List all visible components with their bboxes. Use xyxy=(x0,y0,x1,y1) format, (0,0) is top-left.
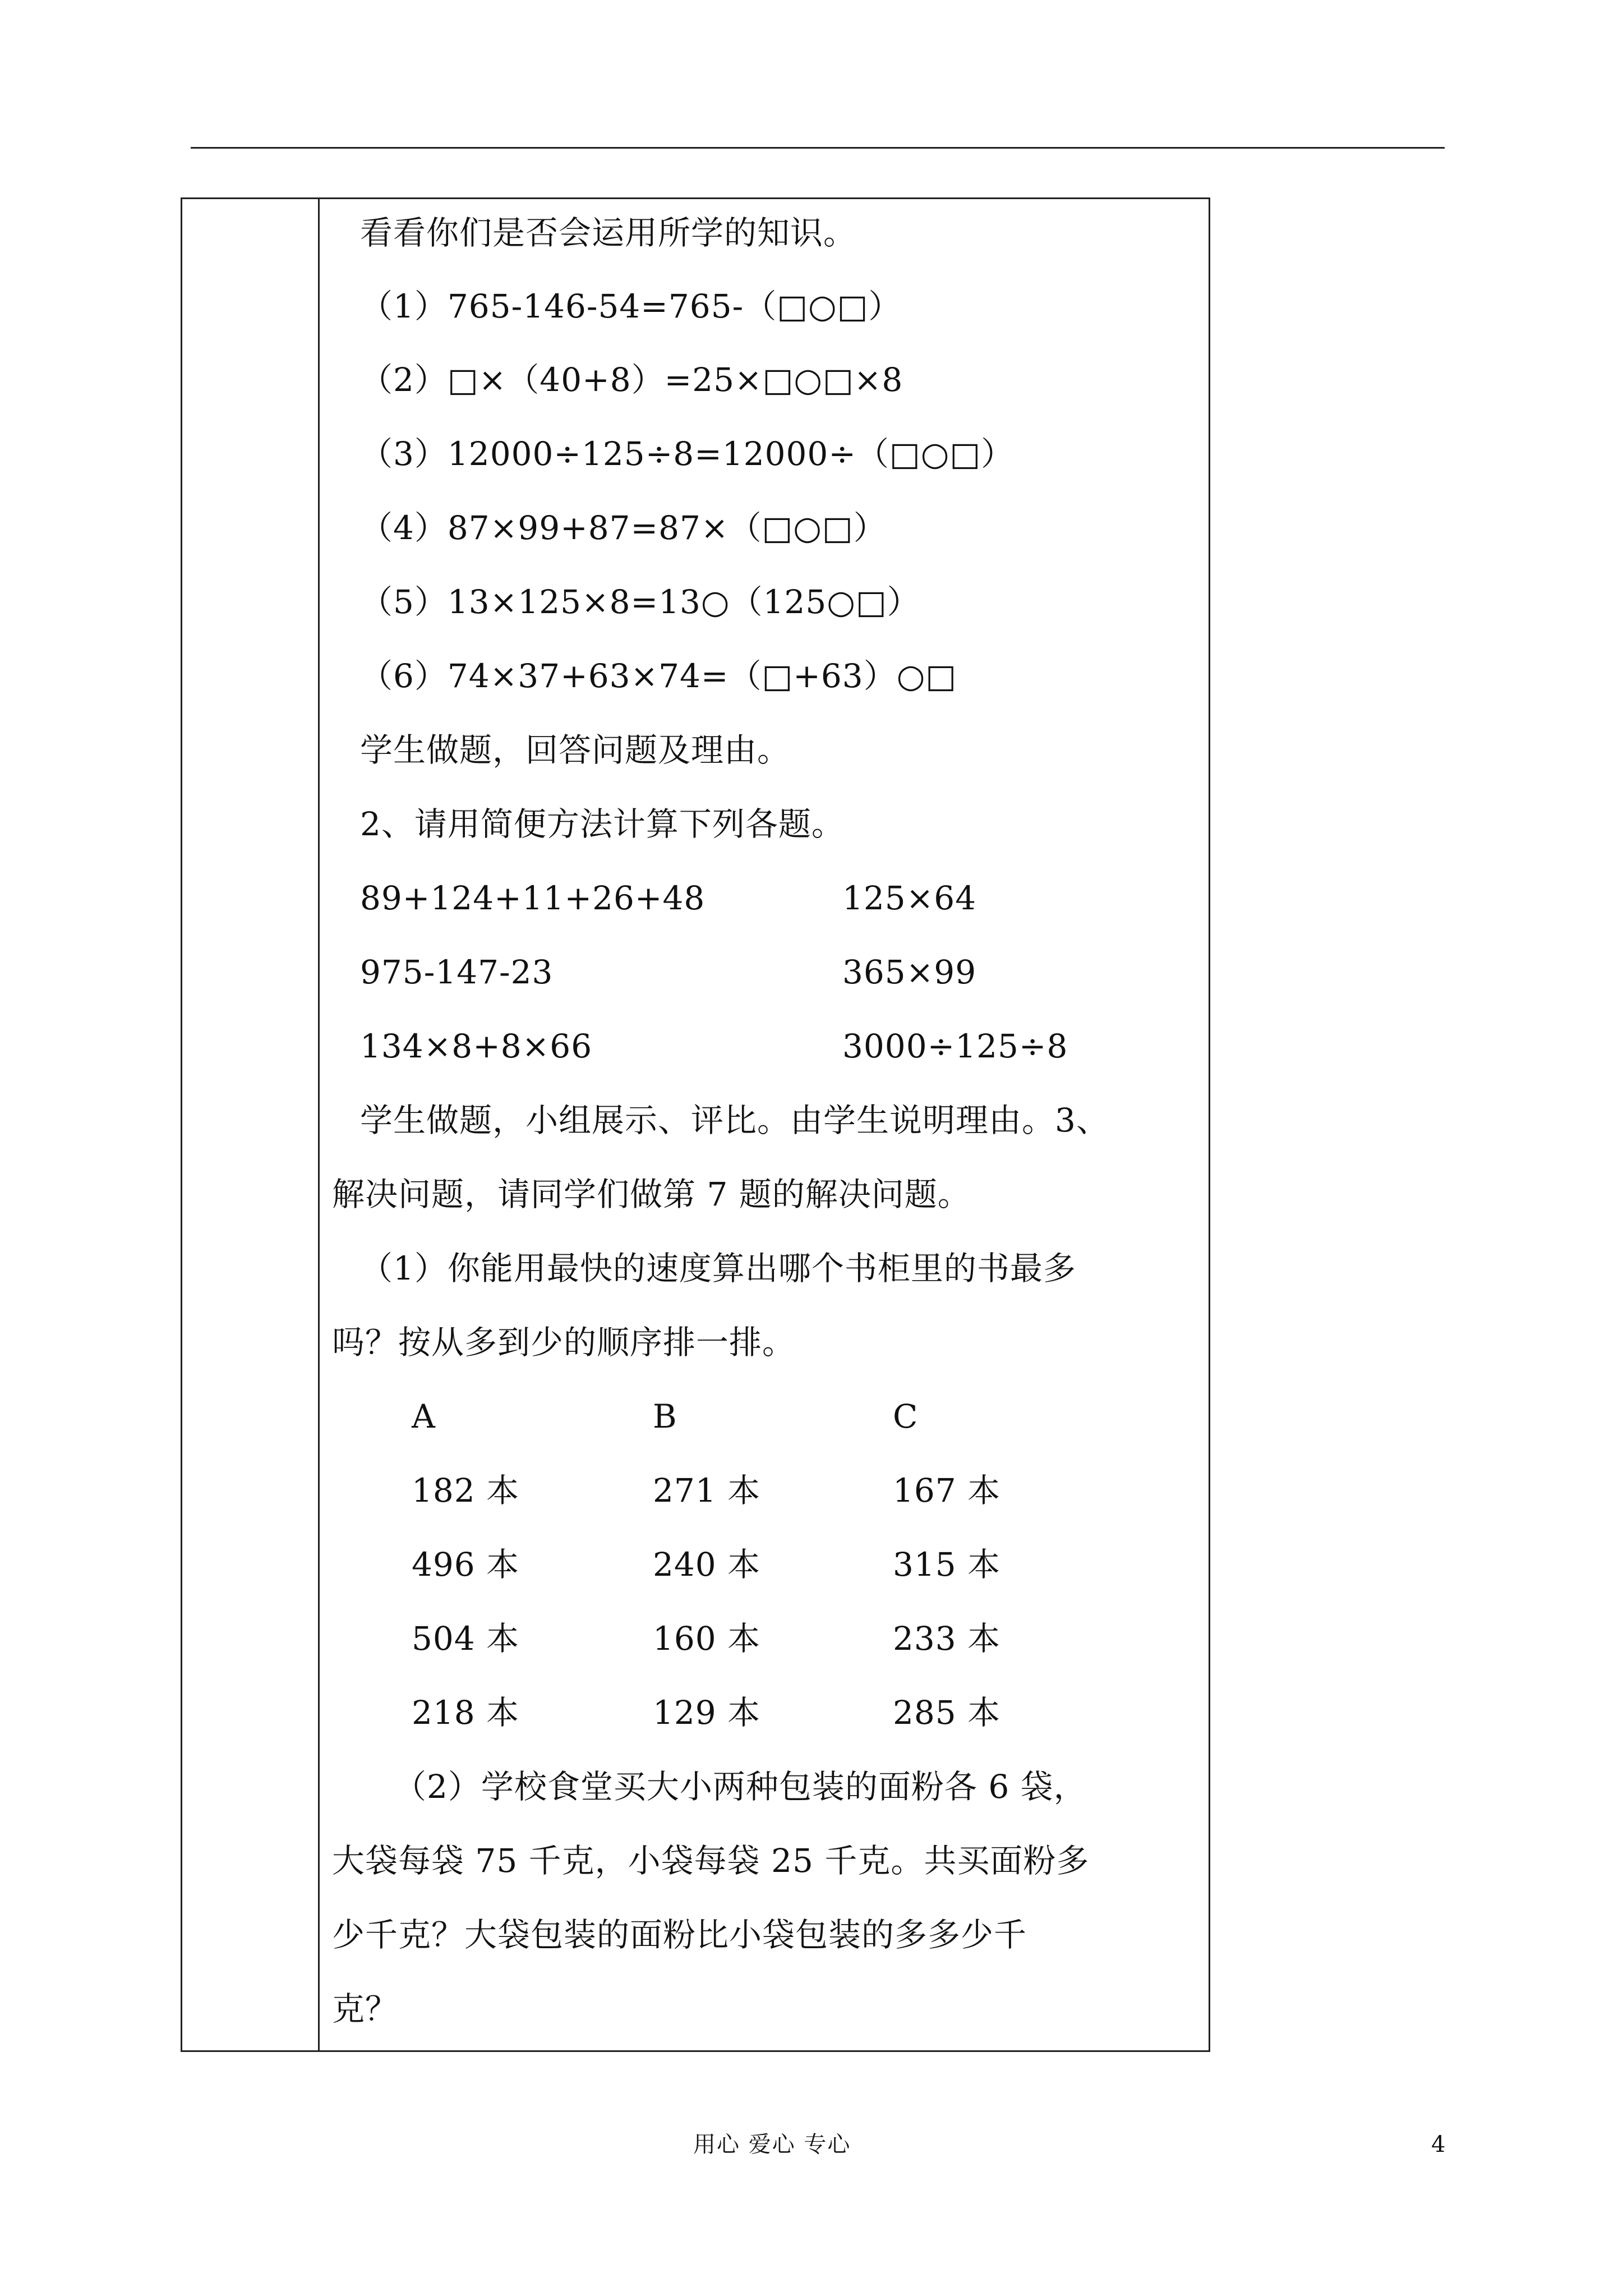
bookcase-header-b: B xyxy=(653,1397,677,1435)
task2-note-line1: 学生做题，小组展示、评比。由学生说明理由。3、 xyxy=(360,1101,1109,1139)
q1-line2: 吗？按从多到少的顺序排一排。 xyxy=(332,1323,796,1361)
bookcase-cell: 315 本 xyxy=(893,1545,1001,1584)
bookcase-header-a: A xyxy=(412,1397,436,1435)
fill-item-4: （4）87×99+87=87×（□○□） xyxy=(360,509,887,547)
task2-note-line2: 解决问题，请同学们做第 7 题的解决问题。 xyxy=(332,1175,971,1213)
bookcase-cell: 218 本 xyxy=(412,1694,520,1732)
bookcase-cell: 496 本 xyxy=(412,1545,520,1584)
q2-line1: （2）学校食堂买大小两种包装的面粉各 6 袋， xyxy=(394,1768,1087,1806)
bookcase-cell: 160 本 xyxy=(653,1619,761,1658)
bookcase-cell: 504 本 xyxy=(412,1619,520,1658)
q2-line4: 克？ xyxy=(332,1990,399,2028)
header-rule xyxy=(191,147,1445,149)
page-number: 4 xyxy=(1431,2132,1446,2157)
student-answer-text: 学生做题，回答问题及理由。 xyxy=(360,731,791,769)
task2-title: 2、请用简便方法计算下列各题。 xyxy=(360,805,845,843)
bookcase-cell: 240 本 xyxy=(653,1545,761,1584)
bookcase-header-c: C xyxy=(893,1397,919,1435)
bookcase-cell: 129 本 xyxy=(653,1694,761,1732)
bookcase-cell: 285 本 xyxy=(893,1694,1001,1732)
footer-slogan: 用心 爱心 专心 xyxy=(693,2132,851,2157)
bookcase-cell: 167 本 xyxy=(893,1471,1001,1510)
task2-expr-left-3: 134×8+8×66 xyxy=(360,1027,593,1065)
fill-item-5: （5）13×125×8=13○（125○□） xyxy=(360,583,920,621)
q2-line3: 少千克？大袋包装的面粉比小袋包装的多多少千 xyxy=(332,1916,1027,1954)
intro-text: 看看你们是否会运用所学的知识。 xyxy=(360,214,857,252)
bookcase-cell: 233 本 xyxy=(893,1619,1001,1658)
task2-expr-right-2: 365×99 xyxy=(842,953,977,991)
q1-line1: （1）你能用最快的速度算出哪个书柜里的书最多 xyxy=(360,1249,1076,1287)
content-cell xyxy=(320,199,1209,2050)
fill-item-6: （6）74×37+63×74=（□+63）○□ xyxy=(360,657,957,695)
fill-item-3: （3）12000÷125÷8=12000÷（□○□） xyxy=(360,435,1015,473)
bookcase-cell: 271 本 xyxy=(653,1471,761,1510)
lesson-table xyxy=(181,197,1210,2052)
fill-item-2: （2）□×（40+8）=25×□○□×8 xyxy=(360,361,903,399)
bookcase-cell: 182 本 xyxy=(412,1471,520,1510)
task2-expr-right-1: 125×64 xyxy=(842,879,977,917)
fill-item-1: （1）765-146-54=765-（□○□） xyxy=(360,287,902,325)
task2-expr-left-1: 89+124+11+26+48 xyxy=(360,879,706,917)
task2-expr-left-2: 975-147-23 xyxy=(360,953,554,991)
q2-line2: 大袋每袋 75 千克，小袋每袋 25 千克。共买面粉多 xyxy=(332,1842,1090,1880)
task2-expr-right-3: 3000÷125÷8 xyxy=(842,1027,1068,1065)
